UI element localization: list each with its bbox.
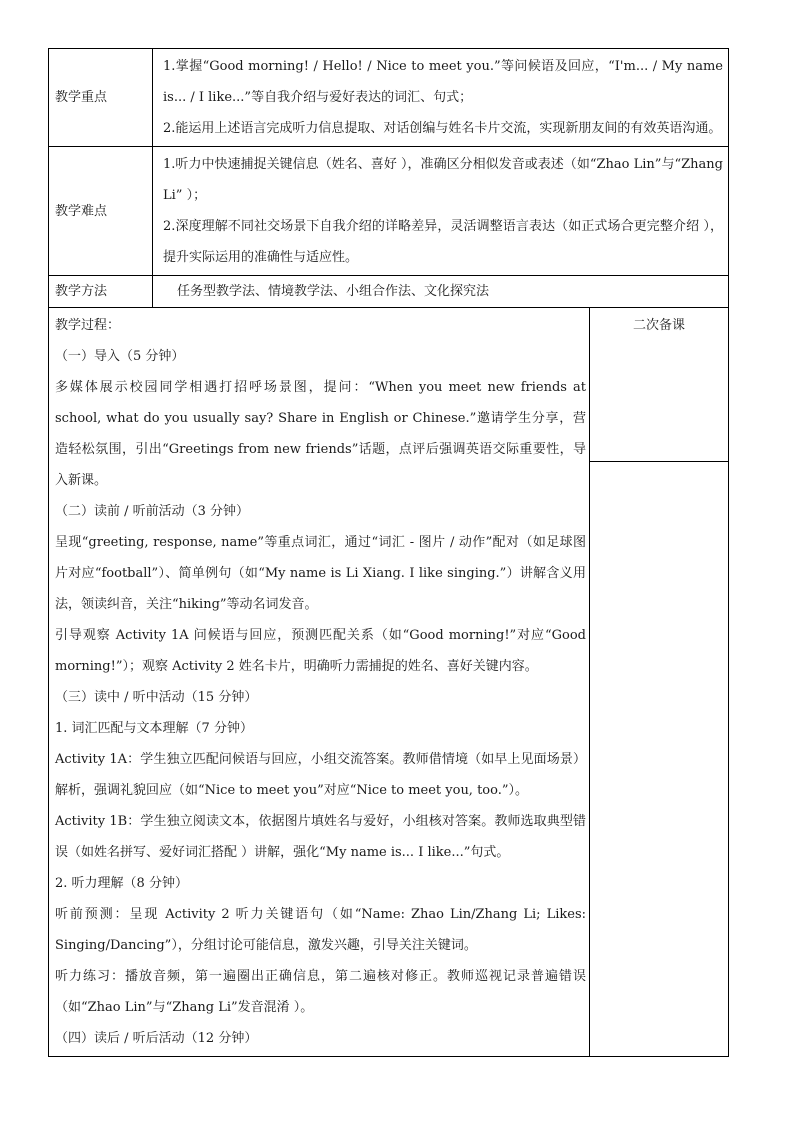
difficulties-label: 教学难点 <box>49 147 153 276</box>
process-para: （一）导入（5 分钟） <box>55 349 185 364</box>
key-points-row <box>49 49 729 147</box>
process-para: 多媒体展示校园同学相遇打招呼场景图，提问：“When you meet new friends at school, what do you usually say? Share in English or Chinese.”邀请学生分享，营造轻松氛围，引出“Greetings from new friends”话题，点评后强调英语交际重要性，导入新课。 <box>55 380 586 488</box>
lesson-plan-table <box>48 48 729 1057</box>
process-para: （二）读前 / 听前活动（3 分钟） <box>55 504 250 519</box>
process-para: Activity 1B：学生独立阅读文本，依据图片填姓名与爱好，小组核对答案。教师选取典型错误（如姓名拼写、爱好词汇搭配 ）讲解，强化“My name is... I like...”句式。 <box>55 814 586 860</box>
difficulty-2: 2.深度理解不同社交场景下自我介绍的详略差异，灵活调整语言表达（如正式场合更完整介绍 ），提升实际运用的准确性与适应性。 <box>163 219 723 265</box>
process-para: 1. 词汇匹配与文本理解（7 分钟） <box>55 721 253 736</box>
process-para: （四）读后 / 听后活动（12 分钟） <box>55 1031 258 1046</box>
process-para: Activity 1A：学生独立匹配问候语与回应，小组交流答案。教师借情境（如早上见面场景）解析，强调礼貌回应（如“Nice to meet you”对应“Nice to meet you, too.”）。 <box>55 752 586 798</box>
process-para: 呈现“greeting, response, name”等重点词汇，通过“词汇 - 图片 / 动作”配对（如足球图片对应“football”）、简单例句（如“My name is Li Xiang. I like singing.”）讲解含义用法，领读纠音，关注“hiking”等动名词发音。 <box>55 535 586 612</box>
process-row <box>49 308 729 1057</box>
process-para: 2. 听力理解（8 分钟） <box>55 876 188 891</box>
methods-row <box>49 276 729 308</box>
process-content <box>49 308 590 1057</box>
key-points-content <box>153 49 729 147</box>
process-para: 引导观察 Activity 1A 问候语与回应，预测匹配关系（如“Good morning!”对应“Good morning!”）；观察 Activity 2 姓名卡片，明确听力需捕捉的姓名、喜好关键内容。 <box>55 628 586 674</box>
second-preparation-title: 二次备课 <box>590 308 728 462</box>
process-para: 听力练习：播放音频，第一遍圈出正确信息，第二遍核对修正。教师巡视记录普遍错误（如“Zhao Lin”与“Zhang Li”发音混淆 ）。 <box>55 969 586 1015</box>
difficulty-1: 1.听力中快速捕捉关键信息（姓名、喜好 ），准确区分相似发音或表述（如“Zhao Lin”与“Zhang Li” ）； <box>163 157 723 203</box>
methods-content: 任务型教学法、情境教学法、小组合作法、文化探究法 <box>153 276 729 308</box>
process-heading: 教学过程： <box>55 318 121 333</box>
difficulties-content <box>153 147 729 276</box>
key-point-1: 1.掌握“Good morning! / Hello! / Nice to meet you.”等问候语及回应，“I'm... / My name is... / I like...”等自我介绍与爱好表达的词汇、句式； <box>163 59 723 105</box>
methods-label: 教学方法 <box>49 276 153 308</box>
difficulties-row <box>49 147 729 276</box>
second-preparation-column <box>590 308 729 1057</box>
process-para: （三）读中 / 听中活动（15 分钟） <box>55 690 258 705</box>
process-para: 听前预测：呈现 Activity 2 听力关键语句（如“Name: Zhao Lin/Zhang Li; Likes: Singing/Dancing”），分组讨论可能信息，激发兴趣，引导关注关键词。 <box>55 907 586 953</box>
key-points-label: 教学重点 <box>49 49 153 147</box>
key-point-2: 2.能运用上述语言完成听力信息提取、对话创编与姓名卡片交流，实现新朋友间的有效英语沟通。 <box>163 121 722 136</box>
